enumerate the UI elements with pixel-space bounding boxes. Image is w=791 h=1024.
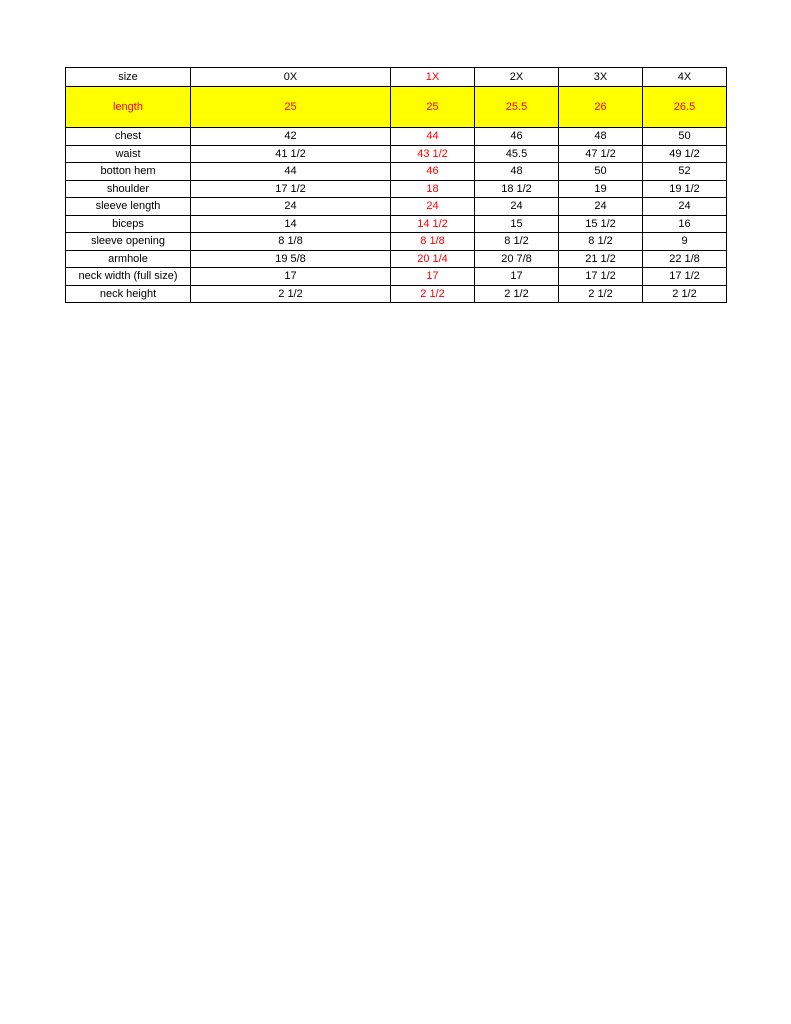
measurement-cell: 15 xyxy=(475,215,559,233)
row-label-cell: length xyxy=(66,87,191,128)
measurement-cell: 46 xyxy=(475,128,559,146)
measurement-cell: 25 xyxy=(191,87,391,128)
table-row xyxy=(66,128,727,146)
measurement-cell: 20 1/4 xyxy=(391,250,475,268)
measurement-cell: 49 1/2 xyxy=(643,145,727,163)
measurement-cell: 14 xyxy=(191,215,391,233)
row-label-cell: neck height xyxy=(66,285,191,303)
measurement-cell: 2 1/2 xyxy=(391,285,475,303)
table-header-cell: 3X xyxy=(559,68,643,87)
measurement-cell: 24 xyxy=(559,198,643,216)
measurement-cell: 2 1/2 xyxy=(475,285,559,303)
measurement-cell: 52 xyxy=(643,163,727,181)
measurement-cell: 14 1/2 xyxy=(391,215,475,233)
measurement-cell: 18 xyxy=(391,180,475,198)
measurement-cell: 26 xyxy=(559,87,643,128)
table-row xyxy=(66,215,727,233)
measurement-cell: 50 xyxy=(559,163,643,181)
measurement-cell: 15 1/2 xyxy=(559,215,643,233)
measurement-cell: 18 1/2 xyxy=(475,180,559,198)
measurement-cell: 50 xyxy=(643,128,727,146)
measurement-cell: 21 1/2 xyxy=(559,250,643,268)
measurement-cell: 19 5/8 xyxy=(191,250,391,268)
measurement-cell: 24 xyxy=(475,198,559,216)
table-header-row xyxy=(66,68,727,87)
measurement-cell: 44 xyxy=(191,163,391,181)
measurement-cell: 9 xyxy=(643,233,727,251)
table-header-cell: 0X xyxy=(191,68,391,87)
table-header-cell: 4X xyxy=(643,68,727,87)
measurement-cell: 47 1/2 xyxy=(559,145,643,163)
measurement-cell: 24 xyxy=(191,198,391,216)
measurement-cell: 24 xyxy=(391,198,475,216)
row-label-cell: chest xyxy=(66,128,191,146)
row-label-cell: botton hem xyxy=(66,163,191,181)
measurement-cell: 8 1/8 xyxy=(391,233,475,251)
measurement-cell: 8 1/8 xyxy=(191,233,391,251)
table-header-label-cell: size xyxy=(66,68,191,87)
measurement-cell: 48 xyxy=(475,163,559,181)
table-header-cell: 2X xyxy=(475,68,559,87)
measurement-cell: 45.5 xyxy=(475,145,559,163)
table-row xyxy=(66,180,727,198)
table-row xyxy=(66,285,727,303)
row-label-cell: waist xyxy=(66,145,191,163)
measurement-cell: 42 xyxy=(191,128,391,146)
measurement-cell: 2 1/2 xyxy=(559,285,643,303)
measurement-cell: 17 1/2 xyxy=(191,180,391,198)
table-row xyxy=(66,250,727,268)
measurement-cell: 48 xyxy=(559,128,643,146)
measurement-cell: 17 1/2 xyxy=(643,268,727,286)
measurement-cell: 8 1/2 xyxy=(475,233,559,251)
table-header-cell: 1X xyxy=(391,68,475,87)
measurement-cell: 25 xyxy=(391,87,475,128)
measurement-cell: 17 xyxy=(475,268,559,286)
measurement-cell: 17 1/2 xyxy=(559,268,643,286)
measurement-cell: 43 1/2 xyxy=(391,145,475,163)
table-row xyxy=(66,87,727,128)
measurement-cell: 19 xyxy=(559,180,643,198)
row-label-cell: sleeve length xyxy=(66,198,191,216)
measurement-cell: 17 xyxy=(391,268,475,286)
row-label-cell: neck width (full size) xyxy=(66,268,191,286)
table-row xyxy=(66,145,727,163)
measurement-cell: 2 1/2 xyxy=(191,285,391,303)
row-label-cell: sleeve opening xyxy=(66,233,191,251)
measurement-cell: 19 1/2 xyxy=(643,180,727,198)
measurement-cell: 22 1/8 xyxy=(643,250,727,268)
measurement-cell: 16 xyxy=(643,215,727,233)
size-chart-table xyxy=(65,67,727,303)
measurement-cell: 17 xyxy=(191,268,391,286)
measurement-cell: 8 1/2 xyxy=(559,233,643,251)
measurement-cell: 26.5 xyxy=(643,87,727,128)
row-label-cell: armhole xyxy=(66,250,191,268)
measurement-cell: 24 xyxy=(643,198,727,216)
measurement-cell: 2 1/2 xyxy=(643,285,727,303)
measurement-cell: 41 1/2 xyxy=(191,145,391,163)
table-row xyxy=(66,198,727,216)
measurement-cell: 46 xyxy=(391,163,475,181)
table-row xyxy=(66,268,727,286)
measurement-cell: 44 xyxy=(391,128,475,146)
table-row xyxy=(66,163,727,181)
size-chart-container xyxy=(65,67,726,303)
row-label-cell: shoulder xyxy=(66,180,191,198)
table-row xyxy=(66,233,727,251)
measurement-cell: 20 7/8 xyxy=(475,250,559,268)
row-label-cell: biceps xyxy=(66,215,191,233)
measurement-cell: 25.5 xyxy=(475,87,559,128)
size-chart-body xyxy=(66,68,727,303)
